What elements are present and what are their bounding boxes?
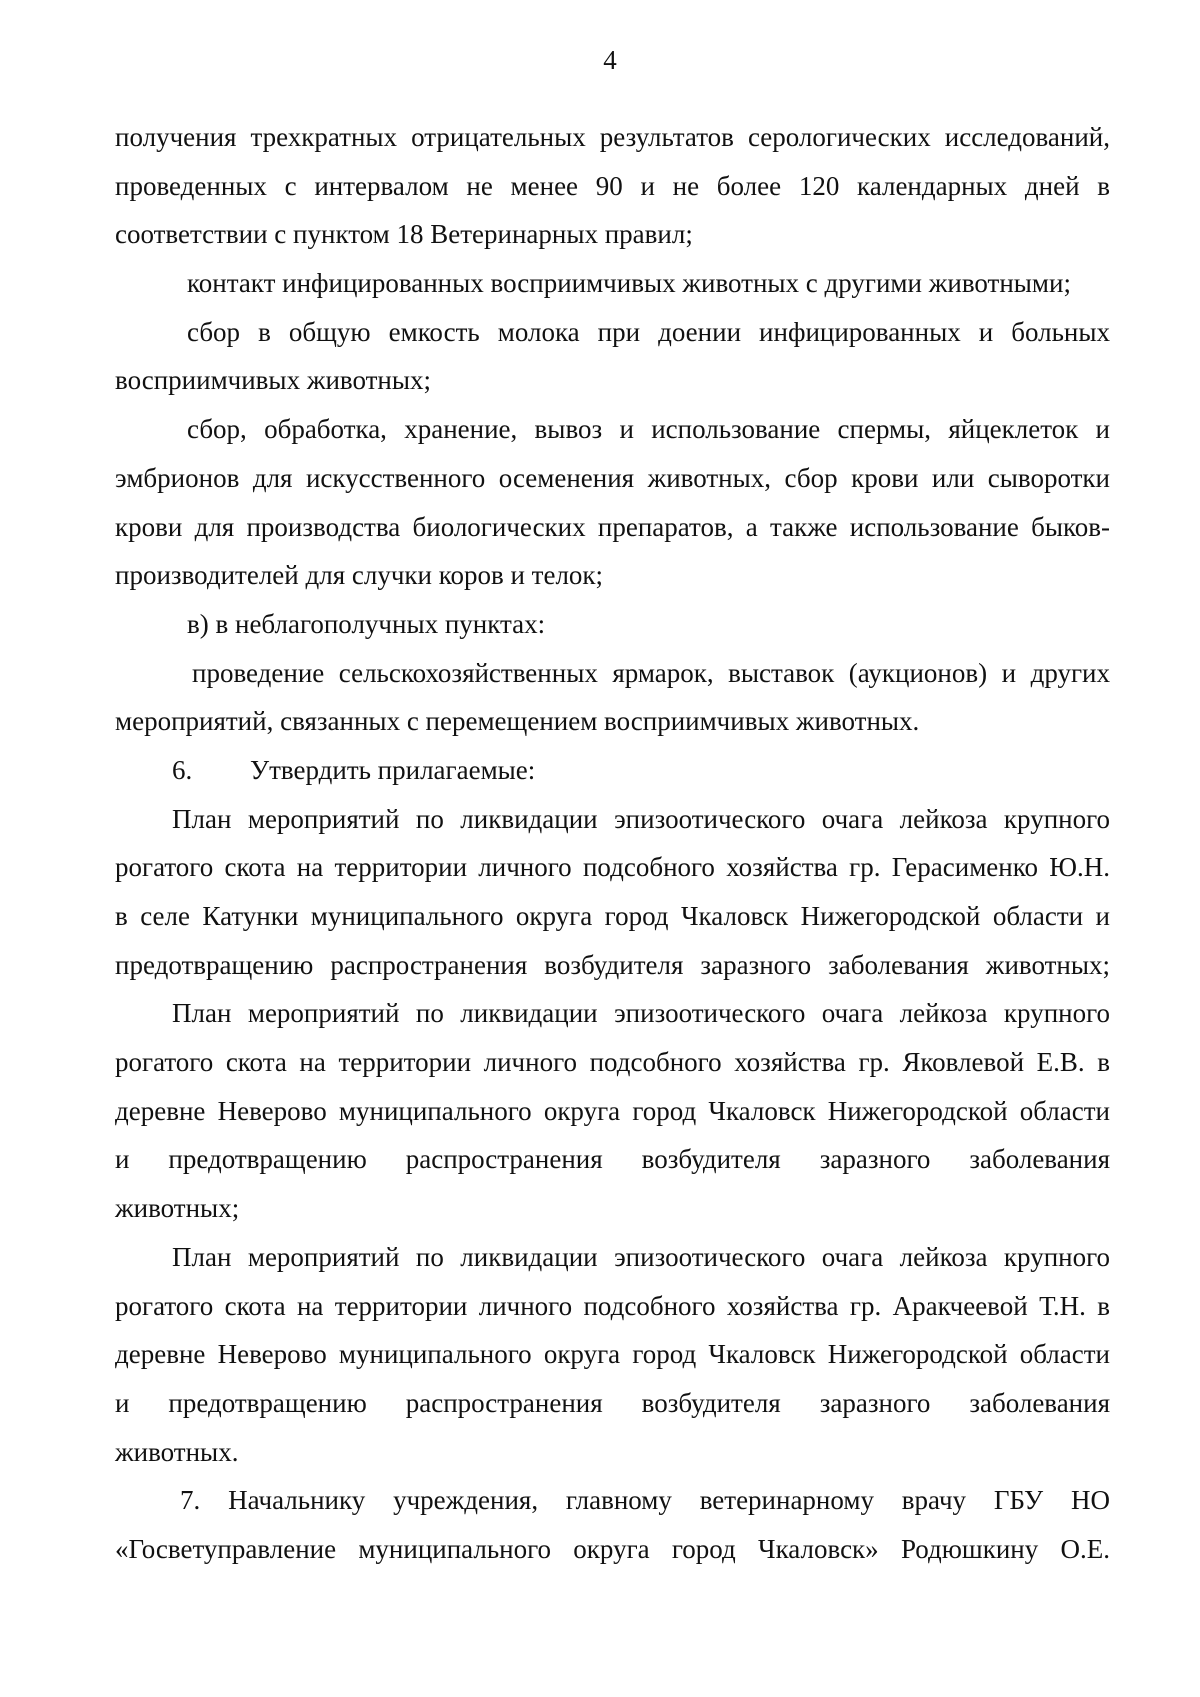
- text-line: восприимчивых животных;: [115, 365, 432, 396]
- text-line: проведение сельскохозяйственных ярмарок, выставок (аукционов) и других: [192, 657, 1110, 688]
- text-line: деревне Неверово муниципального округа город Чкаловск Нижегородской области: [115, 1339, 1110, 1370]
- page-number: 4: [603, 45, 617, 75]
- text-line: соответствии с пунктом 18 Ветеринарных правил;: [115, 219, 693, 250]
- text-line: 7. Начальнику учреждения, главному ветеринарному врачу ГБУ НО: [180, 1485, 1110, 1516]
- item-number: 6.: [172, 754, 193, 785]
- text-line: и предотвращению распространения возбудителя заразного заболевания: [115, 1144, 1110, 1175]
- item-text: Утвердить прилагаемые:: [250, 754, 536, 785]
- text-line: План мероприятий по ликвидации эпизоотического очага лейкоза крупного: [172, 1241, 1110, 1272]
- text-line: производителей для случки коров и телок;: [115, 560, 604, 591]
- text-line: сбор в общую емкость молока при доении инфицированных и больных: [187, 316, 1110, 347]
- text-line: контакт инфицированных восприимчивых животных с другими животными;: [187, 268, 1071, 299]
- text-line: крови для производства биологических препаратов, а также использование быков-: [115, 511, 1110, 542]
- text-line: проведенных с интервалом не менее 90 и не более 120 календарных дней в: [115, 170, 1110, 201]
- text-line: в селе Катунки муниципального округа город Чкаловск Нижегородской области и: [115, 901, 1110, 931]
- numbered-item-6: [115, 753, 1110, 802]
- text-line: животных.: [115, 1436, 239, 1467]
- text-line: рогатого скота на территории личного подсобного хозяйства гр. Аракчеевой Т.Н. в: [115, 1290, 1110, 1321]
- text-line: сбор, обработка, хранение, вывоз и использование спермы, яйцеклеток и: [187, 414, 1110, 445]
- text-line: получения трехкратных отрицательных результатов серологических исследований,: [115, 122, 1110, 152]
- text-line: рогатого скота на территории личного подсобного хозяйства гр. Яковлевой Е.В. в: [115, 1047, 1110, 1078]
- text-line: эмбрионов для искусственного осеменения животных, сбор крови или сыворотки: [115, 462, 1110, 493]
- text-line: животных;: [115, 1193, 240, 1224]
- text-line: «Госветуправление муниципального округа город Чкаловск» Родюшкину О.Е.: [115, 1533, 1110, 1564]
- text-line: мероприятий, связанных с перемещением восприимчивых животных.: [115, 706, 920, 737]
- text-line: предотвращению распространения возбудителя заразного заболевания животных;: [115, 949, 1110, 980]
- document-body: [115, 120, 1110, 1581]
- text-line: и предотвращению распространения возбудителя заразного заболевания: [115, 1387, 1110, 1418]
- text-line: рогатого скота на территории личного подсобного хозяйства гр. Герасименко Ю.Н.: [115, 852, 1110, 883]
- text-line: в) в неблагополучных пунктах:: [187, 608, 546, 639]
- text-line: План мероприятий по ликвидации эпизоотического очага лейкоза крупного: [172, 998, 1110, 1029]
- text-line: План мероприятий по ликвидации эпизоотического очага лейкоза крупного: [172, 803, 1110, 834]
- text-line: деревне Неверово муниципального округа город Чкаловск Нижегородской области: [115, 1095, 1110, 1126]
